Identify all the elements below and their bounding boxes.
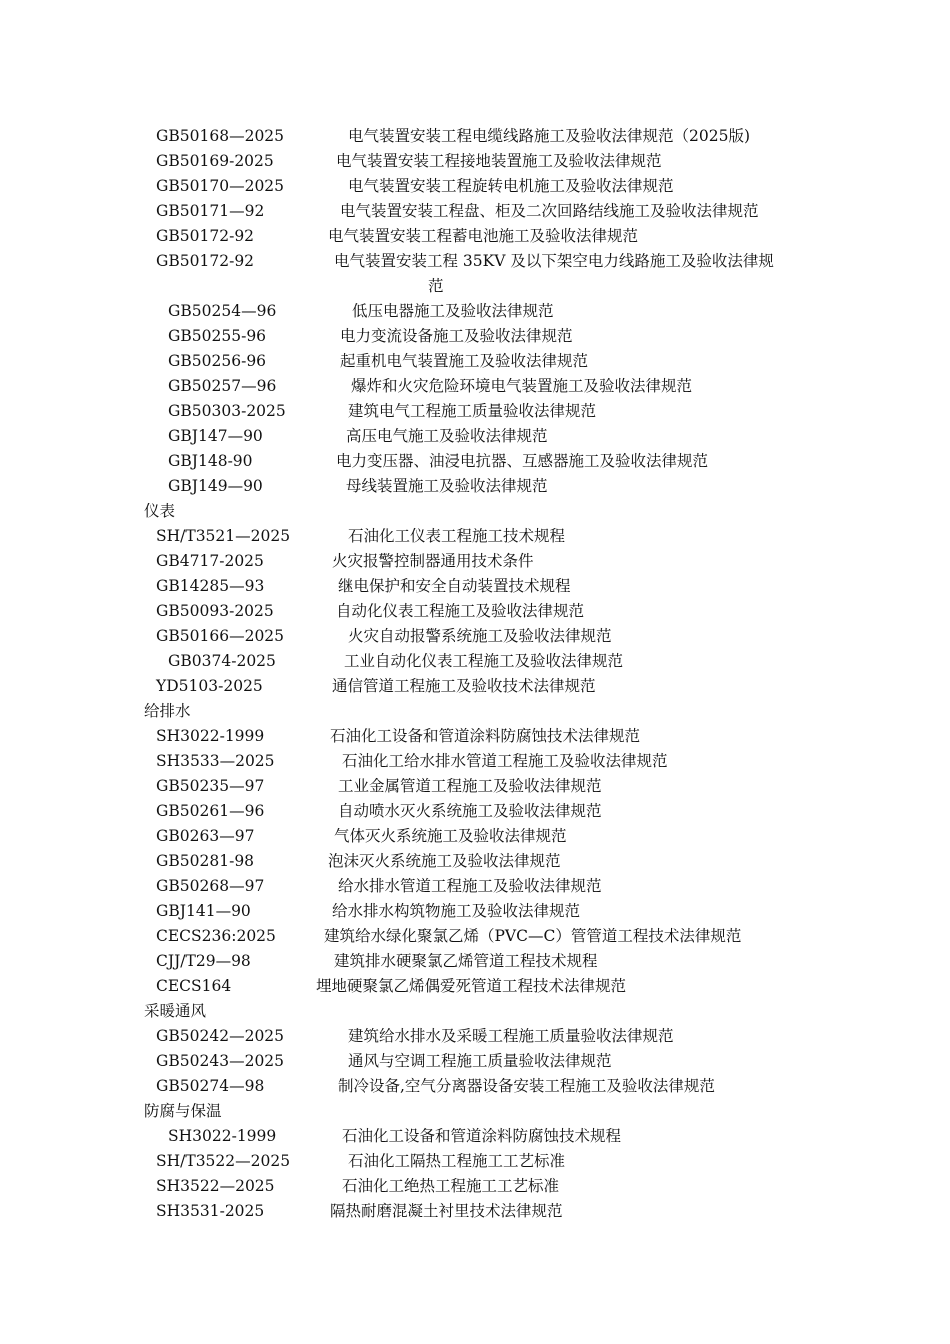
standard-title: 电气装置安装工程旋转电机施工及验收法律规范	[348, 177, 674, 195]
standard-title: 石油化工设备和管道涂料防腐蚀技术法律规范	[330, 727, 641, 745]
standard-title: 火灾自动报警系统施工及验收法律规范	[348, 627, 612, 645]
standard-title: 泡沫灭火系统施工及验收法律规范	[328, 852, 561, 870]
standard-code: GB4717-2025	[156, 552, 264, 570]
standard-title: 工业金属管道工程施工及验收法律规范	[338, 777, 602, 795]
standard-code: GB50235—97	[156, 777, 265, 795]
standard-title: 母线装置施工及验收法律规范	[346, 477, 548, 495]
standard-title: 石油化工仪表工程施工技术规程	[348, 527, 566, 545]
standard-title: 给水排水管道工程施工及验收法律规范	[338, 877, 602, 895]
standard-title: 电气装置安装工程蓄电池施工及验收法律规范	[328, 227, 639, 245]
standard-title: 隔热耐磨混凝土衬里技术法律规范	[330, 1202, 563, 1220]
standard-title: 工业自动化仪表工程施工及验收法律规范	[344, 652, 624, 670]
standard-code: GB50172-92	[156, 252, 255, 270]
standard-code: GB14285—93	[156, 577, 265, 595]
standard-code: YD5103-2025	[156, 677, 263, 695]
standard-code: GB50172-92	[156, 227, 255, 245]
standard-code: SH3022-1999	[156, 727, 265, 745]
standard-title: 通风与空调工程施工质量验收法律规范	[348, 1052, 612, 1070]
standard-code: SH3531-2025	[156, 1202, 265, 1220]
standard-title: 建筑给水绿化聚氯乙烯（PVC—C）管管道工程技术法律规范	[324, 927, 742, 945]
standard-title: 石油化工设备和管道涂料防腐蚀技术规程	[342, 1127, 622, 1145]
standard-code: GB50243—2025	[156, 1052, 285, 1070]
standard-code: SH/T3522—2025	[156, 1152, 291, 1170]
standard-code: GB50261—96	[156, 802, 265, 820]
standard-code: GB50281-98	[156, 852, 255, 870]
standard-title: 电气装置安装工程盘、柜及二次回路结线施工及验收法律规范	[340, 202, 759, 220]
standard-code: GB50170—2025	[156, 177, 285, 195]
standard-code: GBJ149—90	[168, 477, 263, 495]
standard-code: GB50268—97	[156, 877, 265, 895]
standard-code: GB50168—2025	[156, 127, 285, 145]
standard-title: 电气装置安装工程接地装置施工及验收法律规范	[336, 152, 662, 170]
standard-code: GB50257—96	[168, 377, 277, 395]
standard-code: GB0374-2025	[168, 652, 276, 670]
standard-code: GB50093-2025	[156, 602, 274, 620]
standard-code: CJJ/T29—98	[156, 952, 251, 970]
standard-code: CECS236:2025	[156, 927, 276, 945]
standard-title: 起重机电气装置施工及验收法律规范	[340, 352, 589, 370]
standard-title: 电气装置安装工程电缆线路施工及验收法律规范（2025版)	[348, 127, 750, 145]
standard-title: 通信管道工程施工及验收技术法律规范	[332, 677, 596, 695]
section-heading-water: 给排水	[144, 702, 191, 720]
standard-code: GB50171—92	[156, 202, 265, 220]
standard-title: 石油化工隔热工程施工工艺标准	[348, 1152, 566, 1170]
standard-code: SH3522—2025	[156, 1177, 275, 1195]
standard-code: GB50254—96	[168, 302, 277, 320]
standard-title: 石油化工给水排水管道工程施工及验收法律规范	[342, 752, 668, 770]
standard-code: GB50166—2025	[156, 627, 285, 645]
standard-code: GB50274—98	[156, 1077, 265, 1095]
standard-title: 低压电器施工及验收法律规范	[352, 302, 554, 320]
standard-code: GB50169-2025	[156, 152, 274, 170]
standard-code: SH3533—2025	[156, 752, 275, 770]
standard-title: 埋地硬聚氯乙烯偶爱死管道工程技术法律规范	[316, 977, 627, 995]
standard-title: 继电保护和安全自动装置技术规程	[338, 577, 571, 595]
standard-title: 自动化仪表工程施工及验收法律规范	[336, 602, 585, 620]
standard-title: 电气装置安装工程 35KV 及以下架空电力线路施工及验收法律规	[334, 252, 774, 270]
standard-title: 建筑排水硬聚氯乙烯管道工程技术规程	[334, 952, 598, 970]
standard-code: GB0263—97	[156, 827, 255, 845]
standard-code: GB50242—2025	[156, 1027, 285, 1045]
standard-code: GBJ141—90	[156, 902, 251, 920]
standard-code: CECS164	[156, 977, 232, 995]
standard-code: GB50256-96	[168, 352, 267, 370]
standard-title: 电力变流设备施工及验收法律规范	[340, 327, 573, 345]
standard-title: 自动喷水灭火系统施工及验收法律规范	[338, 802, 602, 820]
standard-title: 制冷设备,空气分离器设备安装工程施工及验收法律规范	[338, 1077, 715, 1095]
standard-title: 建筑给水排水及采暖工程施工质量验收法律规范	[348, 1027, 674, 1045]
standard-title: 石油化工绝热工程施工工艺标准	[342, 1177, 560, 1195]
standard-code: GBJ147—90	[168, 427, 263, 445]
standard-code: GBJ148-90	[168, 452, 253, 470]
standard-title: 火灾报警控制器通用技术条件	[332, 552, 534, 570]
standard-title: 爆炸和火灾危险环境电气装置施工及验收法律规范	[351, 377, 693, 395]
standard-title: 建筑电气工程施工质量验收法律规范	[348, 402, 597, 420]
section-heading-instrument: 仪表	[144, 502, 176, 520]
standard-code: GB50303-2025	[168, 402, 286, 420]
standard-code: SH/T3521—2025	[156, 527, 291, 545]
section-heading-hvac: 采暖通风	[144, 1002, 207, 1020]
standard-code: SH3022-1999	[168, 1127, 277, 1145]
standard-title: 气体灭火系统施工及验收法律规范	[334, 827, 567, 845]
section-heading-anticorrosion: 防腐与保温	[144, 1102, 222, 1120]
standard-code: GB50255-96	[168, 327, 267, 345]
standard-title: 电力变压器、油浸电抗器、互感器施工及验收法律规范	[336, 452, 709, 470]
standard-title: 高压电气施工及验收法律规范	[346, 427, 548, 445]
standard-title-continuation: 范	[428, 277, 444, 295]
standard-title: 给水排水构筑物施工及验收法律规范	[332, 902, 581, 920]
